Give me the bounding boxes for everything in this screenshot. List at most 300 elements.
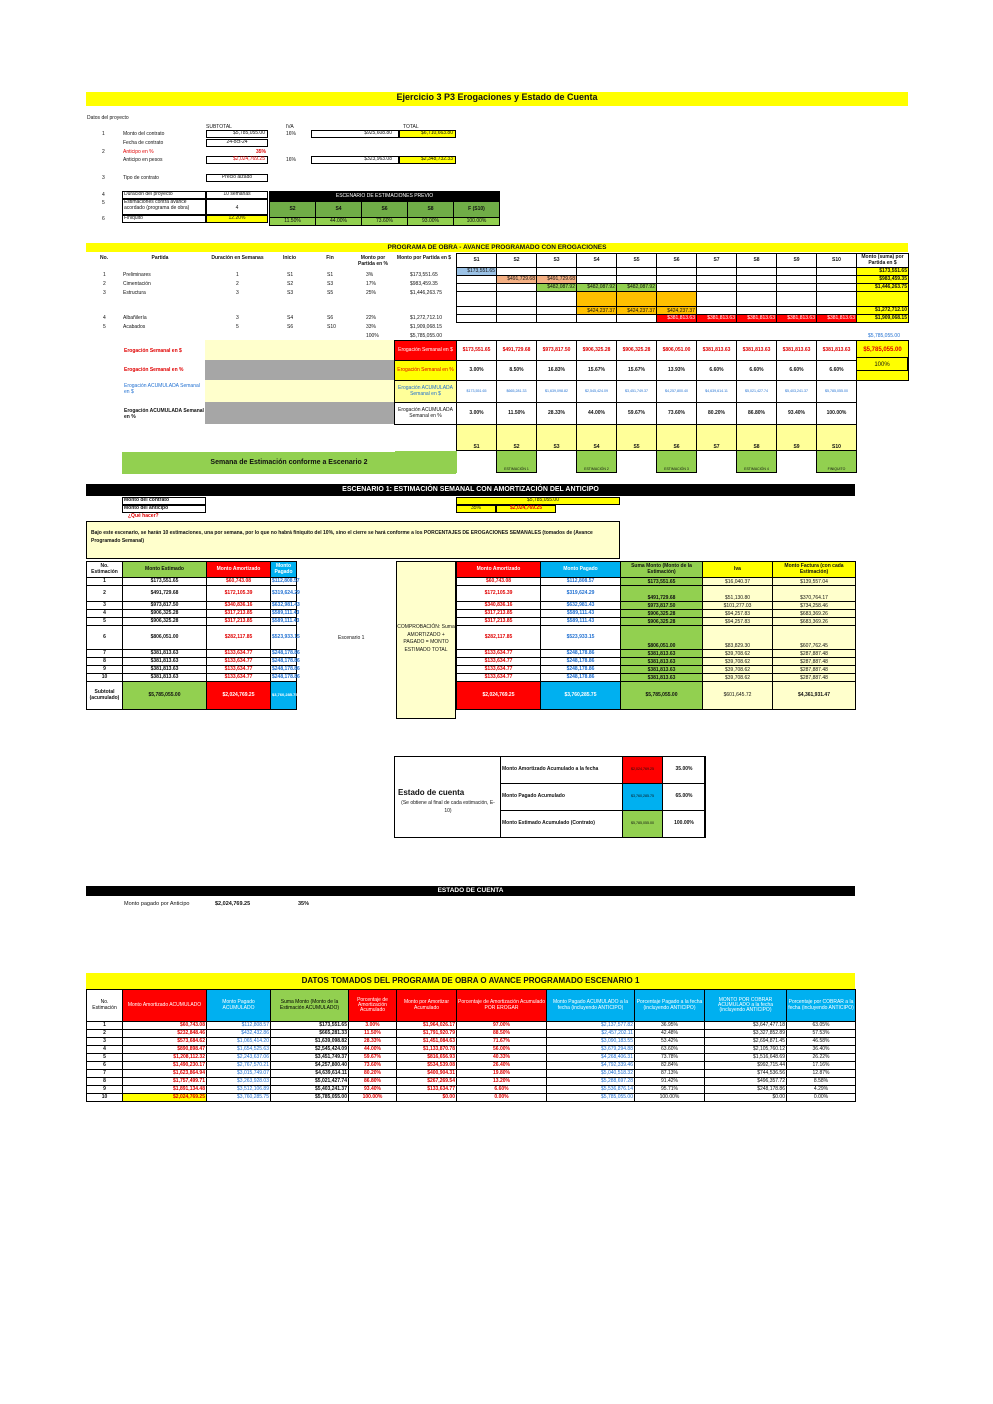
estado-cuenta-title: ESTADO DE CUENTA: [86, 886, 855, 896]
esc1-r-amortizado: $133,634.77: [457, 666, 541, 674]
datos-row-iva: $323,963.08: [311, 156, 399, 164]
esc1-r-iva: $94,257.83: [703, 618, 773, 626]
monto-anticipo-value: $2,024,769.25: [496, 505, 556, 513]
esc1-pagado: $248,178.86: [272, 673, 300, 680]
estimacion-label: [777, 451, 817, 473]
week-cell: [457, 284, 497, 292]
esc1-amortizado: $172,105.39: [207, 586, 271, 602]
estado-row-pct: 35.00%: [663, 757, 706, 784]
datos2-cell: $2,694,871.45: [705, 1038, 787, 1046]
esc1-r-pagado: $248,178.86: [541, 674, 621, 682]
prog-row-pct: 22%: [366, 315, 377, 321]
datos2-cell: $3,760,285.75: [207, 1094, 271, 1102]
esc-head: F (S10): [454, 202, 500, 218]
prog-total-monto: $5,785,055.00: [410, 333, 442, 339]
datos2-cell: $3,679,294.88: [547, 1046, 635, 1054]
prog-row-num: 1: [103, 272, 106, 278]
esc-val: 100.00%: [454, 218, 500, 226]
estado-row-label: Monto Estimado Acumulado (Contrato): [501, 811, 623, 838]
week-head: S3: [537, 254, 577, 268]
esc1-pagado: $632,981.43: [272, 601, 300, 608]
prog-head: Fin: [326, 255, 334, 261]
prog-row-monto: $1,446,263.75: [410, 290, 442, 296]
datos2-cell: 36.95%: [635, 1022, 705, 1030]
esc1-sub-e: $5,785,055.00: [123, 682, 207, 710]
erogacion-cell: 6.60%: [777, 361, 817, 381]
esc1-pagado: $589,111.43: [272, 617, 300, 624]
datos2-cell: 26.22%: [787, 1054, 856, 1062]
sum-cell: $173,551.65: [857, 268, 909, 276]
week-cell: [697, 307, 737, 315]
datos2-cell: 13.20%: [457, 1078, 547, 1086]
week-head: S2: [497, 254, 537, 268]
week-cell: [497, 268, 537, 276]
esc1-r-amortizado: $282,117.85: [457, 626, 541, 650]
erogacion-cell: $1,639,098.82: [537, 381, 577, 403]
week-cell: [577, 268, 617, 276]
estimacion-label: ESTIMACIÓN 4: [737, 451, 777, 473]
esc1-r-pagado: $248,178.86: [541, 666, 621, 674]
datos2-cell: 6: [87, 1062, 123, 1070]
esc1-r-amortizado: $133,634.77: [457, 650, 541, 658]
datos2-cell: 8.58%: [787, 1078, 856, 1086]
escenario1-right-table: [456, 561, 856, 710]
week-cell: $424,237.37: [657, 307, 697, 315]
esc1-r-pagado: $589,111.43: [541, 610, 621, 618]
prog-head: No.: [99, 255, 109, 261]
datos2-cell: $1,451,084.63: [397, 1038, 457, 1046]
prog-row-ini: S6: [287, 324, 294, 330]
datos-row-label: Fecha de contrato: [123, 140, 164, 146]
erogacion-side-label: Erogación Semanal en $: [124, 348, 182, 354]
prog-row-monto: $1,272,712.10: [410, 315, 442, 321]
prog-head: Monto por Partida en $: [396, 255, 452, 261]
esc1-r-factura: $683,369.26: [773, 618, 856, 626]
erogacion-cell: $491,729.68: [497, 341, 537, 361]
datos2-cell: $496,357.72: [705, 1078, 787, 1086]
datos2-cell: 73.78%: [635, 1054, 705, 1062]
prog-row-fin: S1: [327, 272, 334, 278]
erogacion-cell: 6.60%: [737, 361, 777, 381]
estado-row-value: $5,785,055.00: [623, 811, 663, 838]
datos2-cell: 95.71%: [635, 1086, 705, 1094]
datos2-cell: $2,767,570.21: [207, 1062, 271, 1070]
week-cell: $381,813.63: [697, 315, 737, 323]
datos2-cell: 87.13%: [635, 1070, 705, 1078]
esc1-r-factura: $139,557.04: [773, 578, 856, 586]
erogacion-label: Erogación ACUMULADA Semanal en $: [395, 381, 457, 403]
prog-row-monto: $173,551.65: [410, 272, 438, 278]
esc1-r-iva: $94,257.83: [703, 610, 773, 618]
esc1-num: 8: [87, 658, 123, 666]
prog-row-pct: 33%: [366, 324, 377, 330]
datos2-cell: 80.20%: [349, 1070, 397, 1078]
datos2-cell: 63.60%: [635, 1046, 705, 1054]
esc1-estimado: $906,325.28: [123, 618, 207, 626]
week-cell: [737, 284, 777, 292]
esc1-amortizado: $133,634.77: [207, 674, 271, 682]
datos2-cell: $2,105,760.12: [705, 1046, 787, 1054]
datos-row-num: 4: [102, 192, 105, 198]
datos2-cell: $5,288,697.28: [547, 1078, 635, 1086]
esc1-head: Monto Pagado: [271, 562, 297, 578]
week-cell: [497, 292, 537, 307]
datos2-cell: $1,757,499.71: [123, 1078, 207, 1086]
estado-row-label: Monto Amortizado Acumulado a la fecha: [501, 757, 623, 784]
esc1-r-iva: $16,040.37: [703, 578, 773, 586]
erogacion-cell: $173,551.65: [457, 341, 497, 361]
esc1-num: 10: [87, 674, 123, 682]
datos2-cell: $267,269.54: [397, 1078, 457, 1086]
prog-row-partida: Acabados: [123, 324, 146, 330]
datos-row-subtotal: $5,785,055.00: [206, 130, 268, 138]
esc-val: 73.60%: [362, 218, 408, 226]
erogacion-cell: 93.40%: [777, 403, 817, 425]
sum-cell: $983,459.35: [857, 276, 909, 284]
week-cell: [497, 284, 537, 292]
esc1-pagado: $248,178.86: [272, 649, 300, 656]
band: [205, 380, 394, 402]
erogacion-cell: $4,639,614.11: [697, 381, 737, 403]
week-head: S1: [457, 254, 497, 268]
datos2-cell: $573,684.62: [123, 1038, 207, 1046]
esc1-pagado: $112,808.57: [272, 577, 300, 584]
week-head: S9: [777, 254, 817, 268]
estimacion-label: [457, 451, 497, 473]
porcentaje-total-box: 100%: [856, 357, 908, 371]
estimacion-label: ESTIMACIÓN 3: [657, 451, 697, 473]
datos-row-label: Monto del contrato: [123, 131, 165, 137]
esc1-r-amortizado: $133,634.77: [457, 658, 541, 666]
esc1-num: 9: [87, 666, 123, 674]
datos2-cell: 19.80%: [457, 1070, 547, 1078]
erogacion-side-label: Erogación ACUMULADA Semanal en $: [124, 383, 200, 395]
week-cell: [537, 315, 577, 323]
week-cell: [817, 284, 857, 292]
datos2-cell: 9: [87, 1086, 123, 1094]
erogacion-cell: 6.60%: [697, 361, 737, 381]
esc1-r-suma: $173,551.65: [621, 578, 703, 586]
esc1-amortizado: $340,836.16: [207, 602, 271, 610]
datos2-cell: $5,785,055.00: [547, 1094, 635, 1102]
prog-row-fin: S5: [327, 290, 334, 296]
erogacion-cell: 100.00%: [817, 403, 857, 425]
erogacion-cell: 28.33%: [537, 403, 577, 425]
erogacion-cell: $973,817.50: [537, 341, 577, 361]
week-cell: [777, 307, 817, 315]
esc-head: S2: [270, 202, 316, 218]
datos-row-num: 3: [102, 175, 105, 181]
esc1-estimado: $381,813.63: [123, 658, 207, 666]
prog-row-pct: 25%: [366, 290, 377, 296]
esc1-r-iva: $39,708.62: [703, 650, 773, 658]
datos2-cell: $5,040,518.32: [547, 1070, 635, 1078]
esc1-num: 5: [87, 618, 123, 626]
anticipo-pct: 35%: [456, 505, 496, 513]
estimacion-label: [697, 451, 737, 473]
week-cell: [617, 292, 657, 307]
datos2-cell: 44.00%: [349, 1046, 397, 1054]
datos2-cell: 3: [87, 1038, 123, 1046]
sum-cell: $1,272,712.10: [857, 307, 909, 315]
datos2-cell: 59.67%: [349, 1054, 397, 1062]
week-cell: [737, 276, 777, 284]
prog-row-partida: Cimentación: [123, 281, 151, 287]
esc1-sub-p: $3,760,285.75: [271, 682, 297, 710]
datos2-title: DATOS TOMADOS DEL PROGRAMA DE OBRA O AVANCE PROGRAMADO ESCENARIO 1: [86, 973, 855, 989]
erogacion-label: Erogación ACUMULADA Semanal en %: [395, 403, 457, 425]
datos2-cell: $3,512,106.89: [207, 1086, 271, 1094]
esc1-r-pagado: $319,624.29: [541, 586, 621, 602]
datos2-cell: 2: [87, 1030, 123, 1038]
datos2-cell: $60,743.08: [123, 1022, 207, 1030]
erogacion-label: Erogación Semanal en %: [395, 361, 457, 381]
week-cell: [617, 315, 657, 323]
prog-row-fin: S10: [327, 324, 336, 330]
datos2-cell: $3,451,749.37: [271, 1054, 349, 1062]
week-cell: [817, 276, 857, 284]
esc1-r-amortizado: $133,634.77: [457, 674, 541, 682]
prog-row-dur: 1: [236, 272, 239, 278]
week-cell: $424,237.37: [617, 307, 657, 315]
datos2-cell: 0.00%: [457, 1094, 547, 1102]
datos-row-label: Tipo de contrato: [123, 175, 159, 181]
monto-contrato-label: Monto del contrato: [122, 497, 206, 505]
datos2-cell: 86.80%: [349, 1078, 397, 1086]
week-cell: [657, 284, 697, 292]
esc1-head2: Monto Amortizado: [457, 562, 541, 578]
programa-title: PROGRAMA DE OBRA - AVANCE PROGRAMADO CON EROGACIONES: [86, 243, 908, 252]
comprobacion-box: COMPROBACIÓN: Suma AMORTIZADO + PAGADO = MONTO ESTIMADO TOTAL: [396, 561, 456, 719]
esc1-r-factura: $287,887.48: [773, 650, 856, 658]
datos2-cell: $3,263,928.03: [207, 1078, 271, 1086]
prog-row-pct: 17%: [366, 281, 377, 287]
datos2-cell: 97.00%: [457, 1022, 547, 1030]
esc1-r-pagado: $112,808.57: [541, 578, 621, 586]
datos-row-label: Anticipo en %: [123, 149, 154, 155]
esc1-head: Monto Estimado: [123, 562, 207, 578]
prog-row-ini: S2: [287, 281, 294, 287]
prog-row-partida: Estructura: [123, 290, 146, 296]
datos-label: Datos del proyecto: [87, 115, 129, 121]
esc-head: S8: [408, 202, 454, 218]
datos-row-label: Estimaciones contra avance acordado (programa de obra): [122, 199, 206, 215]
week-cell: [457, 292, 497, 307]
datos2-cell: $1,490,230.17: [123, 1062, 207, 1070]
week-cell: $381,813.63: [777, 315, 817, 323]
week-cell: [577, 292, 617, 307]
datos2-head: Monto Amortizado ACUMULADO: [123, 990, 207, 1022]
datos2-cell: 46.58%: [787, 1038, 856, 1046]
escenario-label: Escenario 1: [338, 635, 365, 641]
erogacion-cell: $906,325.28: [617, 341, 657, 361]
prog-row-pct: 3%: [366, 272, 374, 278]
sum-head: Monto (suma) por Partida en $: [857, 254, 909, 268]
datos2-cell: 3.00%: [349, 1022, 397, 1030]
prog-row-dur: 3: [236, 315, 239, 321]
esc1-amortizado: $317,213.85: [207, 610, 271, 618]
week-label: S5: [617, 425, 657, 451]
estado-title: Estado de cuenta: [398, 788, 465, 797]
datos2-cell: 57.53%: [787, 1030, 856, 1038]
datos2-cell: $400,904.31: [397, 1070, 457, 1078]
datos-row-num: 2: [102, 149, 105, 155]
erogacion-side-label: Erogación ACUMULADA Semanal en %: [124, 408, 204, 420]
erogacion-cell: $173,551.65: [457, 381, 497, 403]
estado-row-label: Monto Pagado Acumulado: [501, 784, 623, 811]
week-cell: [657, 276, 697, 284]
datos-row-subtotal: 35%: [255, 149, 266, 155]
datos2-cell: $1,133,870.78: [397, 1046, 457, 1054]
datos-row-label: Finiquito: [122, 215, 206, 223]
datos2-cell: $816,656.93: [397, 1054, 457, 1062]
week-cell: [777, 292, 817, 307]
week-cell: [497, 315, 537, 323]
datos2-cell: $432,432.86: [207, 1030, 271, 1038]
prog-row-dur: 2: [236, 281, 239, 287]
datos2-cell: 11.50%: [349, 1030, 397, 1038]
estado-table: [500, 756, 706, 838]
esc1-pagado: $523,933.15: [271, 626, 297, 650]
escenario-previo-title: ESCENARIO DE ESTIMACIONES PREVIO: [269, 191, 500, 201]
esc1-head: No. Estimación: [87, 562, 123, 578]
esc1-num: 4: [87, 610, 123, 618]
week-cell: $482,087.92: [617, 284, 657, 292]
col-iva: IVA: [286, 124, 294, 130]
week-cell: [737, 292, 777, 307]
erogacion-cell: 3.00%: [457, 403, 497, 425]
week-cell: [777, 284, 817, 292]
erogacion-cell: 44.00%: [577, 403, 617, 425]
week-cell: $491,729.68: [497, 276, 537, 284]
esc1-head2: Monto Pagado: [541, 562, 621, 578]
esc1-r-amortizado: $317,213.85: [457, 610, 541, 618]
erogacion-cell: 16.83%: [537, 361, 577, 381]
datos2-cell: $2,137,577.82: [547, 1022, 635, 1030]
datos2-cell: $1,791,920.79: [397, 1030, 457, 1038]
week-head: S5: [617, 254, 657, 268]
week-cell: [537, 292, 577, 307]
prog-head: Inicio: [282, 255, 297, 261]
erogaciones-table: [394, 340, 909, 473]
spacer: [857, 381, 909, 403]
estado-subtitle: (Se obtiene al final de cada estimación, E-10): [401, 800, 495, 814]
esc1-r-amortizado: $172,105.39: [457, 586, 541, 602]
week-cell: [617, 276, 657, 284]
esc1-head2: Iva: [703, 562, 773, 578]
week-cell: $424,237.37: [577, 307, 617, 315]
esc1-r-factura: $683,369.26: [773, 610, 856, 618]
erogacion-cell: $806,051.00: [657, 341, 697, 361]
esc1-subtotal-label: Subtotal (acumulado): [87, 682, 123, 710]
datos2-head: Porcentaje Pagado a la fecha (incluyendo ANTICIPO): [635, 990, 705, 1022]
esc1-head2: Suma Monto (Monto de la Estimación): [621, 562, 703, 578]
datos2-cell: 17.16%: [787, 1062, 856, 1070]
week-label: S1: [457, 425, 497, 451]
datos2-cell: $5,021,427.74: [271, 1078, 349, 1086]
esc1-amortizado: $282,117.85: [207, 626, 271, 650]
datos-row-total: $2,348,732.33: [399, 156, 456, 164]
datos2-cell: 5: [87, 1054, 123, 1062]
datos2-cell: 91.42%: [635, 1078, 705, 1086]
week-label: S7: [697, 425, 737, 451]
prog-row-dur: 3: [236, 290, 239, 296]
esc1-pagado: $248,178.86: [272, 657, 300, 664]
esc1-amortizado: $317,213.85: [207, 618, 271, 626]
estado-row-value: $3,760,285.75: [623, 784, 663, 811]
esc1-estimado: $381,813.63: [123, 674, 207, 682]
spacer: [857, 425, 909, 451]
band: [205, 340, 394, 360]
datos2-cell: 6.60%: [457, 1086, 547, 1094]
erogacion-cell: $381,813.63: [777, 341, 817, 361]
band: [205, 402, 394, 424]
week-cell: [457, 315, 497, 323]
esc1-r-pagado: $589,111.43: [541, 618, 621, 626]
erogacion-cell: 15.67%: [617, 361, 657, 381]
esc1-r-suma: $381,813.63: [621, 666, 703, 674]
prog-row-ini: S1: [287, 272, 294, 278]
datos2-cell: $5,785,055.00: [271, 1094, 349, 1102]
esc1-pagado: $248,178.86: [272, 665, 300, 672]
prog-head: Duración en Semanas: [211, 255, 264, 261]
week-cell: [577, 276, 617, 284]
esc1-num: 2: [87, 586, 123, 602]
band: [205, 360, 394, 380]
datos-row-num: 5: [102, 200, 105, 206]
erogacion-cell: $906,325.28: [577, 341, 617, 361]
monto-anticipo-pct: 35%: [298, 901, 310, 907]
week-cell: [537, 307, 577, 315]
datos2-head: Monto Pagado ACUMULADO a la fecha (incluyendo ANTICIPO): [547, 990, 635, 1022]
esc1-r-suma: $806,051.00: [621, 626, 703, 650]
datos2-cell: $1,065,414.20: [207, 1038, 271, 1046]
datos2-cell: $1,208,112.32: [123, 1054, 207, 1062]
esc1-r-sub-iva: $601,645.72: [703, 682, 773, 710]
erogacion-cell: 11.50%: [497, 403, 537, 425]
datos2-table: [86, 989, 856, 1102]
que-hacer-label: ¿Qué hacer?: [128, 513, 159, 519]
week-cell: [457, 307, 497, 315]
esc1-estimado: $973,817.50: [123, 602, 207, 610]
esc1-amortizado: $133,634.77: [207, 650, 271, 658]
sum-cell: $1,909,068.15: [857, 315, 909, 323]
prog-row-num: 4: [103, 315, 106, 321]
spacer: [857, 403, 909, 425]
datos2-cell: $1,639,098.82: [271, 1038, 349, 1046]
esc1-r-iva: $39,708.62: [703, 674, 773, 682]
week-cell: [817, 292, 857, 307]
prog-row-ini: S3: [287, 290, 294, 296]
esc1-r-iva: $51,130.80: [703, 586, 773, 602]
spacer: [395, 425, 457, 451]
esc1-amortizado: $133,634.77: [207, 658, 271, 666]
sum-cell: [857, 292, 909, 307]
esc-head: S6: [362, 202, 408, 218]
datos2-cell: 100.00%: [349, 1094, 397, 1102]
esc1-amortizado: $133,634.77: [207, 666, 271, 674]
erogacion-cell: $381,813.63: [817, 341, 857, 361]
esc1-r-sub-f: $4,361,931.47: [773, 682, 856, 710]
prog-row-num: 5: [103, 324, 106, 330]
week-cell: [737, 268, 777, 276]
datos2-cell: $992,715.44: [705, 1062, 787, 1070]
erogacion-cell: 80.20%: [697, 403, 737, 425]
esc1-num: 7: [87, 650, 123, 658]
datos-row-subtotal: 12.20%: [206, 215, 268, 223]
datos2-cell: $0.00: [397, 1094, 457, 1102]
esc1-estimado: $381,813.63: [123, 666, 207, 674]
